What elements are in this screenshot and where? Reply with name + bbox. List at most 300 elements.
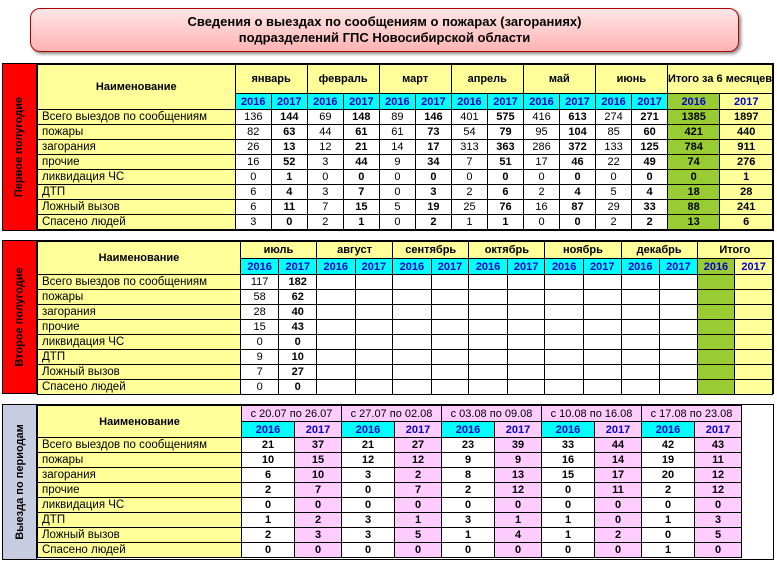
value-cell: 133	[595, 140, 631, 155]
year-2016: 2016	[621, 259, 660, 275]
month-header: декабрь	[621, 242, 697, 259]
value-cell: 63	[271, 125, 307, 140]
value-cell: 0	[642, 528, 695, 543]
value-cell	[469, 275, 508, 290]
value-cell: 44	[595, 438, 642, 453]
table-row	[38, 185, 773, 200]
value-cell	[583, 320, 621, 335]
value-cell: 20	[642, 468, 695, 483]
value-cell: 0	[279, 335, 317, 350]
table-row	[38, 290, 773, 305]
row-name: ликвидация ЧС	[38, 335, 241, 350]
table-row	[38, 275, 773, 290]
value-cell: 11	[271, 200, 307, 215]
total-cell: 421	[667, 125, 720, 140]
value-cell: 6	[235, 185, 271, 200]
value-cell: 3	[307, 155, 343, 170]
row-name: Всего выездов по сообщениям	[38, 275, 241, 290]
value-cell: 39	[495, 438, 542, 453]
value-cell: 11	[595, 483, 642, 498]
value-cell	[583, 365, 621, 380]
value-cell: 6	[235, 200, 271, 215]
value-cell	[431, 350, 469, 365]
value-cell	[621, 275, 660, 290]
total-cell	[697, 320, 735, 335]
value-cell	[393, 290, 432, 305]
total-cell	[735, 290, 773, 305]
year-2017: 2017	[735, 259, 773, 275]
value-cell: 0	[342, 543, 395, 558]
value-cell: 0	[442, 498, 495, 513]
value-cell	[545, 320, 584, 335]
value-cell: 49	[632, 155, 668, 170]
year-2016: 2016	[469, 259, 508, 275]
value-cell	[431, 275, 469, 290]
value-cell	[469, 290, 508, 305]
total-cell: 74	[667, 155, 720, 170]
value-cell: 46	[560, 155, 596, 170]
value-cell: 44	[307, 125, 343, 140]
year-2017: 2017	[271, 94, 307, 110]
value-cell	[583, 305, 621, 320]
value-cell: 6	[242, 468, 295, 483]
value-cell: 0	[488, 170, 524, 185]
first-half-block	[2, 63, 774, 231]
value-cell: 3	[307, 185, 343, 200]
value-cell: 17	[595, 468, 642, 483]
value-cell	[507, 350, 545, 365]
table-row	[38, 468, 742, 483]
value-cell	[355, 305, 393, 320]
value-cell: 3	[295, 528, 342, 543]
value-cell: 61	[344, 125, 380, 140]
value-cell	[660, 275, 698, 290]
value-cell: 0	[542, 543, 595, 558]
month-header: февраль	[307, 65, 379, 94]
value-cell: 9	[240, 350, 279, 365]
value-cell: 21	[342, 438, 395, 453]
value-cell: 95	[523, 125, 559, 140]
value-cell: 2	[242, 483, 295, 498]
value-cell	[545, 275, 584, 290]
total-cell: 6	[720, 215, 773, 230]
value-cell	[393, 305, 432, 320]
value-cell: 271	[632, 110, 668, 125]
value-cell	[583, 275, 621, 290]
value-cell: 27	[279, 365, 317, 380]
table-row	[38, 528, 742, 543]
value-cell	[583, 290, 621, 305]
value-cell: 1	[542, 528, 595, 543]
value-cell: 416	[523, 110, 559, 125]
period-header: с 03.08 по 09.08	[442, 406, 542, 422]
value-cell: 17	[523, 155, 559, 170]
value-cell: 25	[451, 200, 487, 215]
value-cell: 12	[307, 140, 343, 155]
value-cell: 7	[240, 365, 279, 380]
value-cell: 4	[632, 185, 668, 200]
value-cell: 0	[560, 215, 596, 230]
period-header: с 10.08 по 16.08	[542, 406, 642, 422]
value-cell	[393, 320, 432, 335]
row-name: Спасено людей	[38, 543, 242, 558]
total-cell	[735, 305, 773, 320]
value-cell: 3	[342, 468, 395, 483]
value-cell: 146	[416, 110, 452, 125]
value-cell: 0	[295, 498, 342, 513]
value-cell: 26	[235, 140, 271, 155]
value-cell	[355, 380, 393, 395]
value-cell: 5	[395, 528, 442, 543]
year-2017: 2017	[431, 259, 469, 275]
value-cell	[355, 290, 393, 305]
month-header: январь	[235, 65, 307, 94]
value-cell: 79	[488, 125, 524, 140]
value-cell: 104	[560, 125, 596, 140]
second-half-block	[2, 240, 774, 394]
row-name: прочие	[38, 155, 236, 170]
row-name: загорания	[38, 468, 242, 483]
value-cell: 3	[416, 185, 452, 200]
value-cell: 5	[379, 200, 415, 215]
total-cell: 241	[720, 200, 773, 215]
value-cell: 1	[242, 513, 295, 528]
value-cell: 12	[695, 483, 742, 498]
value-cell: 5	[595, 185, 631, 200]
value-cell: 0	[523, 170, 559, 185]
periods-side-label	[3, 405, 37, 559]
value-cell: 182	[279, 275, 317, 290]
table-row	[38, 305, 773, 320]
value-cell: 144	[271, 110, 307, 125]
value-cell	[621, 365, 660, 380]
value-cell: 54	[451, 125, 487, 140]
value-cell	[431, 365, 469, 380]
value-cell	[660, 365, 698, 380]
value-cell: 0	[344, 170, 380, 185]
value-cell	[507, 320, 545, 335]
value-cell: 19	[416, 200, 452, 215]
value-cell: 0	[307, 170, 343, 185]
value-cell: 40	[279, 305, 317, 320]
row-name: Спасено людей	[38, 380, 241, 395]
table-row	[38, 483, 742, 498]
value-cell	[317, 275, 356, 290]
value-cell	[317, 350, 356, 365]
total-cell	[697, 380, 735, 395]
value-cell: 1	[642, 543, 695, 558]
year-2017: 2017	[660, 259, 698, 275]
value-cell: 0	[342, 483, 395, 498]
value-cell	[431, 305, 469, 320]
value-cell: 2	[307, 215, 343, 230]
value-cell	[393, 335, 432, 350]
year-2017: 2017	[279, 259, 317, 275]
table-row	[38, 155, 773, 170]
value-cell: 29	[595, 200, 631, 215]
value-cell: 12	[395, 453, 442, 468]
value-cell: 1	[451, 215, 487, 230]
value-cell	[317, 365, 356, 380]
value-cell: 2	[642, 483, 695, 498]
total-cell: 911	[720, 140, 773, 155]
value-cell: 0	[560, 170, 596, 185]
value-cell	[393, 365, 432, 380]
value-cell: 2	[416, 215, 452, 230]
value-cell: 22	[595, 155, 631, 170]
value-cell: 0	[235, 170, 271, 185]
total-cell	[697, 305, 735, 320]
row-name: пожары	[38, 290, 241, 305]
year-2017: 2017	[355, 259, 393, 275]
value-cell: 0	[242, 543, 295, 558]
month-header: март	[379, 65, 451, 94]
value-cell: 16	[523, 200, 559, 215]
row-name: ликвидация ЧС	[38, 170, 236, 185]
year-2016: 2016	[545, 259, 584, 275]
value-cell	[660, 320, 698, 335]
value-cell: 7	[295, 483, 342, 498]
value-cell: 13	[271, 140, 307, 155]
value-cell	[355, 335, 393, 350]
value-cell: 0	[442, 543, 495, 558]
value-cell: 0	[595, 170, 631, 185]
value-cell: 0	[242, 498, 295, 513]
value-cell	[469, 335, 508, 350]
value-cell: 148	[344, 110, 380, 125]
total-cell	[697, 290, 735, 305]
row-name: Всего выездов по сообщениям	[38, 438, 242, 453]
value-cell: 0	[379, 185, 415, 200]
table-row	[38, 453, 742, 468]
value-cell: 0	[542, 483, 595, 498]
row-name: прочие	[38, 483, 242, 498]
year-2017: 2017	[595, 422, 642, 438]
total-cell: 1897	[720, 110, 773, 125]
value-cell: 23	[442, 438, 495, 453]
value-cell: 7	[307, 200, 343, 215]
period-header: с 17.08 по 23.08	[642, 406, 742, 422]
year-2017: 2017	[560, 94, 596, 110]
value-cell: 60	[632, 125, 668, 140]
value-cell: 575	[488, 110, 524, 125]
total-cell: 784	[667, 140, 720, 155]
value-cell	[545, 335, 584, 350]
value-cell	[621, 290, 660, 305]
row-name: ДТП	[38, 513, 242, 528]
year-2016: 2016	[523, 94, 559, 110]
value-cell	[507, 365, 545, 380]
value-cell: 52	[271, 155, 307, 170]
year-2017: 2017	[295, 422, 342, 438]
value-cell	[317, 335, 356, 350]
value-cell: 76	[488, 200, 524, 215]
value-cell	[469, 350, 508, 365]
value-cell	[393, 275, 432, 290]
value-cell	[469, 305, 508, 320]
value-cell: 0	[523, 215, 559, 230]
table-row	[38, 215, 773, 230]
value-cell	[393, 380, 432, 395]
value-cell	[393, 350, 432, 365]
value-cell: 0	[595, 498, 642, 513]
total-cell	[735, 350, 773, 365]
first-half-side-label	[3, 64, 37, 230]
table-row	[38, 498, 742, 513]
value-cell: 1	[271, 170, 307, 185]
value-cell: 401	[451, 110, 487, 125]
row-name: пожары	[38, 453, 242, 468]
row-name: Ложный вызов	[38, 200, 236, 215]
value-cell: 3	[235, 215, 271, 230]
value-cell: 10	[242, 453, 295, 468]
value-cell: 3	[342, 528, 395, 543]
year-2017: 2017	[695, 422, 742, 438]
year-2016: 2016	[242, 422, 295, 438]
title-line-2: подразделений ГПС Новосибирской области	[238, 30, 531, 45]
value-cell	[660, 305, 698, 320]
value-cell: 11	[695, 453, 742, 468]
total-cell: 18	[667, 185, 720, 200]
total-cell	[735, 275, 773, 290]
value-cell: 0	[240, 335, 279, 350]
month-header: ноябрь	[545, 242, 621, 259]
value-cell: 6	[488, 185, 524, 200]
value-cell: 0	[342, 498, 395, 513]
value-cell	[431, 380, 469, 395]
value-cell: 2	[632, 215, 668, 230]
value-cell: 313	[451, 140, 487, 155]
value-cell: 125	[632, 140, 668, 155]
value-cell: 82	[235, 125, 271, 140]
value-cell: 10	[279, 350, 317, 365]
table-row	[38, 350, 773, 365]
total-cell: 440	[720, 125, 773, 140]
value-cell: 117	[240, 275, 279, 290]
value-cell	[317, 320, 356, 335]
year-2017: 2017	[488, 94, 524, 110]
value-cell: 16	[542, 453, 595, 468]
total-header: Итого за 6 месяцев	[667, 65, 772, 94]
month-header: сентябрь	[393, 242, 469, 259]
value-cell: 1	[495, 513, 542, 528]
value-cell: 2	[451, 185, 487, 200]
value-cell: 17	[416, 140, 452, 155]
value-cell	[507, 290, 545, 305]
total-cell	[697, 350, 735, 365]
year-2016: 2016	[595, 94, 631, 110]
value-cell: 43	[695, 438, 742, 453]
period-header: с 20.07 по 26.07	[242, 406, 342, 422]
value-cell: 15	[295, 453, 342, 468]
value-cell: 0	[240, 380, 279, 395]
value-cell	[621, 335, 660, 350]
total-cell	[697, 275, 735, 290]
value-cell	[660, 335, 698, 350]
value-cell	[469, 365, 508, 380]
total-cell	[735, 320, 773, 335]
value-cell	[545, 350, 584, 365]
value-cell	[583, 335, 621, 350]
value-cell: 136	[235, 110, 271, 125]
row-name: загорания	[38, 140, 236, 155]
year-2016: 2016	[697, 259, 735, 275]
year-2017: 2017	[395, 422, 442, 438]
value-cell: 87	[560, 200, 596, 215]
first-half-side-text: Первое полугодие	[13, 96, 26, 198]
value-cell: 44	[344, 155, 380, 170]
value-cell: 51	[488, 155, 524, 170]
value-cell	[507, 380, 545, 395]
value-cell: 0	[295, 543, 342, 558]
value-cell	[431, 290, 469, 305]
year-2017: 2017	[507, 259, 545, 275]
month-header: июль	[240, 242, 316, 259]
year-2016: 2016	[642, 422, 695, 438]
total-cell: 13	[667, 215, 720, 230]
value-cell: 0	[279, 380, 317, 395]
value-cell: 0	[495, 498, 542, 513]
month-header: август	[317, 242, 393, 259]
report-title	[30, 8, 739, 52]
value-cell: 14	[379, 140, 415, 155]
table-row	[38, 140, 773, 155]
value-cell	[507, 275, 545, 290]
value-cell: 14	[595, 453, 642, 468]
value-cell: 7	[344, 185, 380, 200]
value-cell: 15	[240, 320, 279, 335]
header-name: Наименование	[38, 65, 236, 110]
value-cell	[660, 380, 698, 395]
total-cell	[735, 365, 773, 380]
total-cell: 88	[667, 200, 720, 215]
periods-side-text: Выезда по периодам	[13, 424, 26, 540]
value-cell: 1	[642, 513, 695, 528]
first-half-table	[37, 64, 773, 230]
periods-block	[2, 404, 774, 560]
month-header: май	[523, 65, 595, 94]
value-cell: 10	[295, 468, 342, 483]
value-cell	[507, 305, 545, 320]
period-header: с 27.07 по 02.08	[342, 406, 442, 422]
value-cell	[469, 380, 508, 395]
row-name: прочие	[38, 320, 241, 335]
value-cell: 73	[416, 125, 452, 140]
year-2017: 2017	[416, 94, 452, 110]
value-cell	[545, 380, 584, 395]
second-half-side-text: Второе полугодие	[13, 267, 26, 367]
value-cell: 3	[442, 513, 495, 528]
value-cell: 0	[416, 170, 452, 185]
value-cell: 274	[595, 110, 631, 125]
row-name: Ложный вызов	[38, 528, 242, 543]
value-cell: 0	[632, 170, 668, 185]
value-cell: 37	[295, 438, 342, 453]
value-cell: 15	[344, 200, 380, 215]
value-cell: 7	[451, 155, 487, 170]
year-2016: 2016	[393, 259, 432, 275]
value-cell: 4	[495, 528, 542, 543]
value-cell: 1	[442, 528, 495, 543]
value-cell: 58	[240, 290, 279, 305]
value-cell: 27	[395, 438, 442, 453]
row-name: пожары	[38, 125, 236, 140]
value-cell: 43	[279, 320, 317, 335]
row-name: Всего выездов по сообщениям	[38, 110, 236, 125]
value-cell: 2	[523, 185, 559, 200]
year-2016: 2016	[542, 422, 595, 438]
value-cell: 372	[560, 140, 596, 155]
